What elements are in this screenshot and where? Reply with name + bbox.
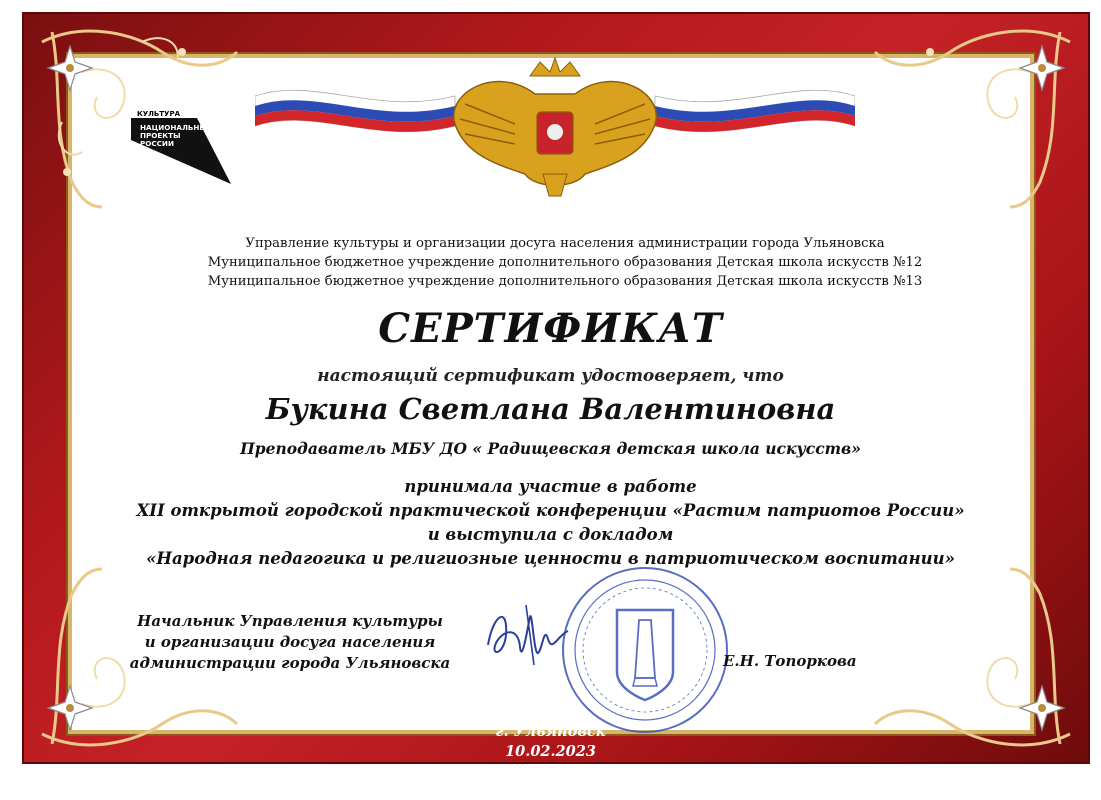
signatory-title-line-2: и организации досуга населения	[144, 633, 436, 651]
signatory-title-line-1: Начальник Управления культуры	[137, 612, 443, 630]
signatory-title	[120, 611, 460, 674]
date: 10.02.2023	[505, 743, 596, 760]
recipient-position: Преподаватель МБУ ДО « Радищевская детская школа искусств»	[240, 439, 861, 458]
handwritten-signature	[478, 595, 588, 675]
certificate-body	[0, 475, 1101, 571]
body-line-3: и выступила с докладом	[427, 525, 674, 544]
signatory-title-line-3: администрации города Ульяновска	[129, 654, 451, 672]
body-line-1: принимала участие в работе	[404, 477, 697, 496]
logo-text: НАЦИОНАЛЬНЫЕ ПРОЕКТЫ РОССИИ	[140, 123, 212, 148]
corner-ornament-top-right	[870, 12, 1090, 212]
place-and-date	[0, 722, 1101, 762]
body-line-2: XII открытой городской практической конференции «Растим патриотов России»	[136, 501, 965, 520]
logo-label: КУЛЬТУРА	[137, 110, 180, 118]
signatory-name: Е.Н. Топоркова	[723, 652, 857, 670]
body-line-4: «Народная педагогика и религиозные ценности в патриотическом воспитании»	[146, 549, 955, 568]
organization-block	[160, 234, 970, 291]
org-line-2: Муниципальное бюджетное учреждение дополнительного образования Детская школа искусств №12	[207, 255, 923, 270]
recipient-name: Букина Светлана Валентиновна	[265, 392, 836, 426]
org-line-1: Управление культуры и организации досуга населения администрации города Ульяновска	[245, 236, 885, 251]
coat-of-arms-emblem	[255, 56, 855, 202]
city: г. Ульяновск	[495, 723, 606, 740]
certificate-title: СЕРТИФИКАТ	[378, 305, 723, 352]
org-line-3: Муниципальное бюджетное учреждение дополнительного образования Детская школа искусств №13	[207, 274, 923, 289]
certificate-intro: настоящий сертификат удостоверяет, что	[317, 366, 784, 386]
